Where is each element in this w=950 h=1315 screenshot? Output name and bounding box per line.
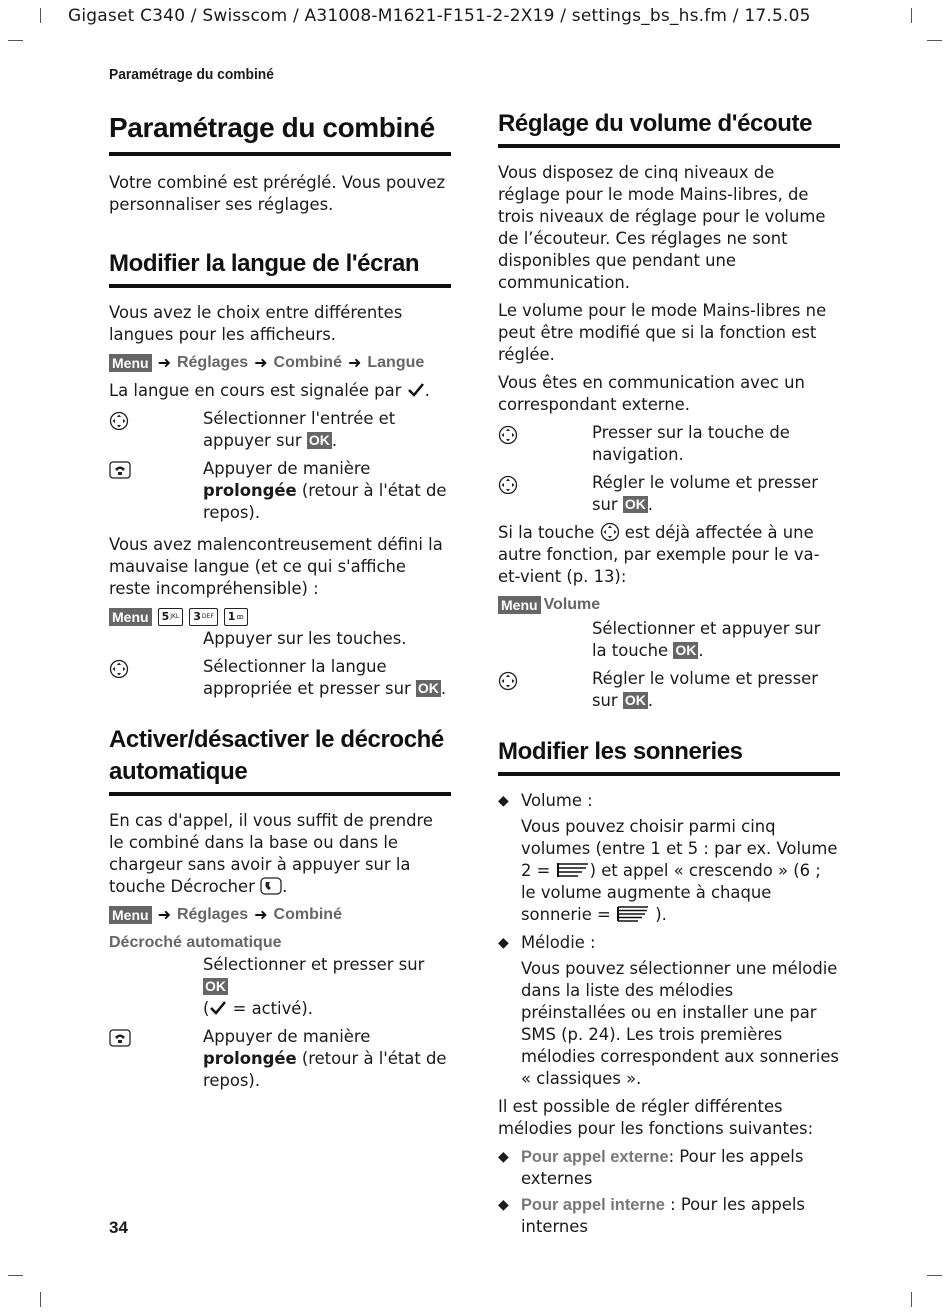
language-intro: Vous avez le choix entre différentes langues pour les afficheurs. bbox=[109, 303, 403, 344]
intro-paragraph: Votre combiné est préréglé. Vous pouvez personnaliser ses réglages. bbox=[109, 173, 446, 214]
auto-answer-heading: Activer/désactiver le décroché automatique bbox=[109, 724, 451, 796]
key-5: 5 JKL bbox=[158, 608, 184, 626]
ringtone-heading: Modifier les sonneries bbox=[498, 736, 840, 776]
auto-select-instruction: Sélectionner et presser sur OK ( = activé). bbox=[203, 955, 425, 1018]
volume-menu-path bbox=[498, 594, 840, 616]
step-long-press: Appuyer de manière prolongée (retour à l'état de repos). bbox=[109, 1026, 451, 1092]
ok-key: OK bbox=[308, 432, 330, 448]
step-select-language: Sélectionner la langue appropriée et presser sur OK . bbox=[109, 656, 451, 700]
page-number: 34 bbox=[109, 1218, 128, 1237]
step-adjust-volume: Régler le volume et presser sur OK . bbox=[498, 472, 840, 516]
menu-key: Menu bbox=[109, 354, 152, 372]
menu-item-reglages: Réglages bbox=[176, 354, 249, 371]
volume-select-instruction: Sélectionner et appuyer sur la touche OK . bbox=[592, 619, 821, 660]
arrow-right-icon: ➜ bbox=[157, 905, 171, 924]
step-select-entry: Sélectionner l'entrée et appuyer sur OK . bbox=[109, 408, 451, 452]
end-call-key-icon bbox=[109, 461, 131, 479]
off-hook-icon bbox=[260, 877, 282, 895]
checkmark-icon bbox=[407, 383, 425, 397]
menu-key: Menu bbox=[109, 608, 152, 626]
menu-item-combine: Combiné bbox=[273, 906, 342, 923]
melody-bullet-text: Vous pouvez sélectionner une mélodie dans la liste des mélodies préinstallées ou en installer une par SMS (p. 24). Les trois premières mélodies correspondent aux sonneries « classiques ». bbox=[521, 959, 839, 1088]
left-column bbox=[109, 106, 451, 1098]
crop-mark bbox=[927, 40, 942, 41]
key-3: 3 DEF bbox=[189, 608, 218, 626]
step-long-press: Appuyer de manière prolongée (retour à l'état de repos). bbox=[109, 458, 451, 524]
bullet-diamond-icon: ◆ bbox=[498, 1149, 509, 1165]
menu-item-volume: Volume bbox=[543, 596, 601, 613]
key-sequence bbox=[109, 606, 451, 628]
ok-key: OK bbox=[624, 496, 646, 512]
bullet-external-call: ◆ Pour appel externe: Pour les appels externes bbox=[498, 1147, 804, 1188]
auto-answer-intro: En cas d'appel, il vous suffit de prendre le combiné dans la base ou dans le chargeur sans avoir à appuyer sur la touche Décrocher . bbox=[109, 811, 433, 896]
navigation-key-icon bbox=[498, 671, 518, 691]
menu-item-combine: Combiné bbox=[273, 354, 342, 371]
bullet-internal-call: ◆ Pour appel interne : Pour les appels internes bbox=[498, 1195, 805, 1236]
wrong-language-paragraph: Vous avez malencontreusement défini la mauvaise langue (et ce qui s'affiche reste incompréhensible) : bbox=[109, 535, 443, 598]
running-head: Paramétrage du combiné bbox=[109, 66, 274, 83]
step-press-nav: Presser sur la touche de navigation. bbox=[498, 422, 840, 466]
navigation-key-icon bbox=[109, 659, 129, 679]
key-1: 1 ꝏ bbox=[224, 608, 248, 626]
crop-mark bbox=[40, 1292, 41, 1307]
volume-paragraph-4: Si la touche est déjà affectée à une autre fonction, par exemple pour le va-et-vient (p. 13): bbox=[498, 523, 820, 586]
volume-bars-icon bbox=[556, 862, 590, 878]
volume-bullet-text: Vous pouvez choisir parmi cinq volumes (entre 1 et 5 : par ex. Volume 2 = ) et appel « crescendo » (6 ; le volume augmente à chaque sonnerie = ). bbox=[521, 817, 838, 924]
bullet-diamond-icon: ◆ bbox=[498, 935, 509, 951]
navigation-key-icon bbox=[498, 475, 518, 495]
bullet-volume: ◆ Volume : bbox=[498, 791, 593, 810]
right-column bbox=[498, 106, 840, 1242]
arrow-right-icon: ➜ bbox=[254, 353, 268, 372]
crop-mark bbox=[911, 1292, 912, 1307]
crop-mark bbox=[40, 8, 41, 23]
crop-mark bbox=[927, 1275, 942, 1276]
melody-functions-paragraph: Il est possible de régler différentes mélodies pour les fonctions suivantes: bbox=[498, 1097, 814, 1138]
crop-mark bbox=[8, 40, 23, 41]
bullet-melody: ◆ Mélodie : bbox=[498, 933, 596, 952]
ok-key: OK bbox=[675, 642, 697, 658]
navigation-key-icon bbox=[600, 522, 620, 542]
language-heading: Modifier la langue de l'écran bbox=[109, 248, 451, 288]
menu-key: Menu bbox=[498, 596, 541, 614]
document-meta-line: Gigaset C340 / Swisscom / A31008-M1621-F151-2-2X19 / settings_bs_hs.fm / 17.5.05 bbox=[68, 6, 811, 26]
auto-answer-option: Décroché automatique bbox=[109, 934, 282, 951]
menu-item-external: Pour appel externe bbox=[521, 1148, 669, 1166]
bullet-diamond-icon: ◆ bbox=[498, 793, 509, 809]
checkmark-icon bbox=[209, 1001, 227, 1015]
volume-paragraph-2: Le volume pour le mode Mains-libres ne peut être modifié que si la fonction est réglée. bbox=[498, 301, 827, 364]
bullet-diamond-icon: ◆ bbox=[498, 1197, 509, 1213]
menu-item-langue: Langue bbox=[367, 354, 425, 371]
menu-item-internal: Pour appel interne bbox=[521, 1196, 665, 1214]
menu-key: Menu bbox=[109, 906, 152, 924]
crop-mark bbox=[8, 1275, 23, 1276]
ok-key: OK bbox=[624, 692, 646, 708]
volume-paragraph-1: Vous disposez de cinq niveaux de réglage pour le mode Mains-libres, de trois niveaux de réglage pour le volume de l’écouteur. Ces réglages ne sont disponibles que pendant une communication. bbox=[498, 163, 826, 292]
navigation-key-icon bbox=[498, 425, 518, 445]
press-keys-text: Appuyer sur les touches. bbox=[203, 629, 407, 648]
arrow-right-icon: ➜ bbox=[347, 353, 362, 372]
crop-mark bbox=[911, 8, 912, 23]
step-adjust-volume-2: Régler le volume et presser sur OK . bbox=[498, 668, 840, 712]
page-title: Paramétrage du combiné bbox=[109, 106, 451, 156]
language-menu-path bbox=[109, 352, 451, 374]
volume-heading: Réglage du volume d'écoute bbox=[498, 106, 840, 148]
arrow-right-icon: ➜ bbox=[254, 905, 268, 924]
volume-paragraph-3: Vous êtes en communication avec un correspondant externe. bbox=[498, 373, 805, 414]
arrow-right-icon: ➜ bbox=[157, 353, 171, 372]
volume-bars-icon bbox=[616, 906, 650, 922]
current-language-note: La langue en cours est signalée par . bbox=[109, 381, 430, 400]
end-call-key-icon bbox=[109, 1029, 131, 1047]
navigation-key-icon bbox=[109, 411, 129, 431]
ok-key: OK bbox=[205, 978, 226, 994]
ok-key: OK bbox=[417, 680, 439, 696]
menu-item-reglages: Réglages bbox=[176, 906, 249, 923]
auto-answer-menu-path bbox=[109, 904, 451, 926]
